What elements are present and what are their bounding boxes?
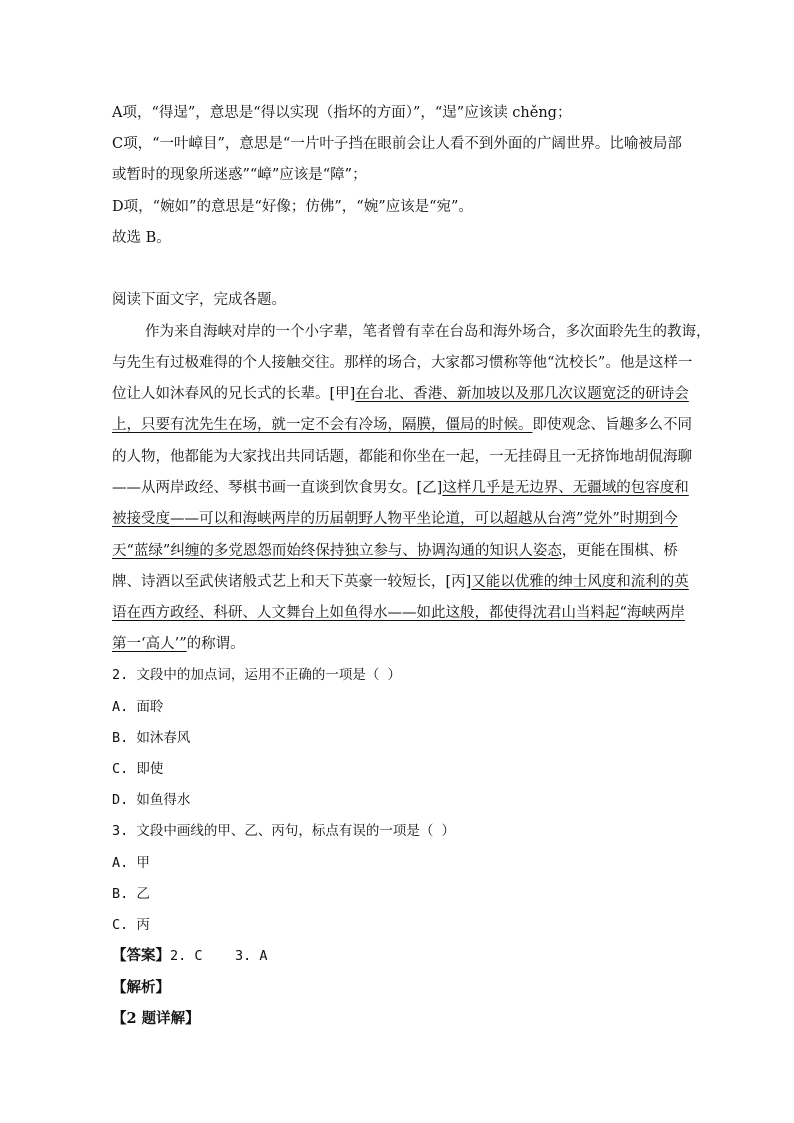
passage-text: 牌、诗酒以至武侠诸般式艺上和天下英豪一较短长，[丙]: [112, 574, 472, 590]
underlined-sentence-jia: 在台北、香港、新加坡以及那几次议题宽泛的研诗会: [355, 386, 689, 402]
question-2-option-a: A. 面聆: [112, 699, 164, 715]
question-2-detail-label: 【2 题详解】: [112, 1010, 200, 1027]
answer-explanation-c-line2: 或暂时的现象所迷惑”“嶂”应该是“障”；: [112, 167, 367, 183]
underlined-sentence-yi: 这样几乎是无边界、无疆域的包容度和: [442, 480, 689, 496]
question-3-option-a: A. 甲: [112, 855, 150, 871]
passage-text: 位让人如沐春风的兄长式的长辈。[甲]: [112, 386, 356, 402]
passage-text: ，更能在围棋、桥: [561, 543, 678, 559]
underlined-sentence-bing: 第一‘高人’”: [112, 636, 187, 652]
answer-value: 2. C 3. A: [170, 948, 268, 964]
answer-line: [112, 946, 268, 966]
passage-line: 作为来自海峡对岸的一个小字辈，笔者曾有幸在台岛和海外场合，多次面聆先生的教诲，: [145, 324, 711, 340]
passage-text: 即使观念、旨趣多么不同: [532, 417, 692, 433]
question-2-option-d: D. 如鱼得水: [112, 792, 191, 808]
analysis-label: 【解析】: [112, 979, 170, 996]
passage-text: ——从两岸政经、琴棋书画一直谈到饮食男女。[乙]: [112, 480, 443, 496]
passage-line: 与先生有过极难得的个人接触交往。那样的场合，大家都习惯称等他“沈校长”。他是这样一: [112, 355, 693, 371]
passage-instruction: 阅读下面文字，完成各题。: [112, 292, 286, 308]
question-3-stem: 3. 文段中画线的甲、乙、丙句，标点有误的一项是（ ）: [112, 823, 456, 839]
answer-explanation-c-line1: C项，“一叶嶂目”，意思是“一片叶子挡在眼前会让人看不到外面的广阔世界。比喻被局部: [112, 136, 682, 152]
passage-line: [112, 509, 678, 529]
passage-line: [112, 634, 245, 654]
answer-explanation-d: D项，“婉如”的意思是“好像；仿佛”，“婉”应该是“宛”。: [112, 199, 473, 215]
answer-conclusion: 故选 B。: [112, 230, 171, 246]
underlined-sentence-bing: ——如此这般，都使得沈君山当料起“海峡两岸: [387, 605, 685, 621]
answer-label: 【答案】: [112, 947, 170, 964]
passage-text: 的称谓。: [186, 636, 245, 652]
passage-line: [112, 415, 692, 435]
underlined-sentence-yi: 被接受度——可以和海峡两岸的历届朝野人物平坐论道，可以超越从台湾”党外”时期到今: [112, 511, 678, 527]
question-3-option-b: B. 乙: [112, 886, 150, 902]
question-2-option-b: B. 如沐春风: [112, 730, 191, 746]
passage-line: [112, 572, 689, 592]
question-3-option-c: C. 丙: [112, 917, 150, 933]
passage-line: 的人物，他都能为大家找出共同话题，都能和你坐在一起，一无挂碍且一无挤饰地胡侃海聊: [112, 449, 692, 465]
question-2-option-c: C. 即使: [112, 761, 164, 777]
underlined-sentence-yi: 天“蓝绿”纠缠的多党恩怨而始终保持独立参与、协调沟通的知识人姿态: [112, 543, 562, 559]
passage-line: [112, 384, 689, 404]
answer-explanation-a: A项，“得逞”，意思是“得以实现（指坏的方面）”，“逞”应该读 chěng；: [112, 105, 572, 121]
underlined-sentence-bing: 又能以优雅的绅士风度和流利的英: [471, 574, 689, 590]
question-2-stem: 2. 文段中的加点词，运用不正确的一项是（ ）: [112, 667, 402, 683]
passage-line: [112, 541, 678, 561]
underlined-sentence-jia: 上，只要有沈先生在场，就一定不会有冷场，隔膜，僵局的时候。: [112, 417, 533, 433]
underlined-sentence-bing: 语在西方政经、科研、人文舞台上如鱼得水: [112, 605, 388, 621]
passage-line: [112, 478, 689, 498]
passage-line: [112, 603, 685, 623]
